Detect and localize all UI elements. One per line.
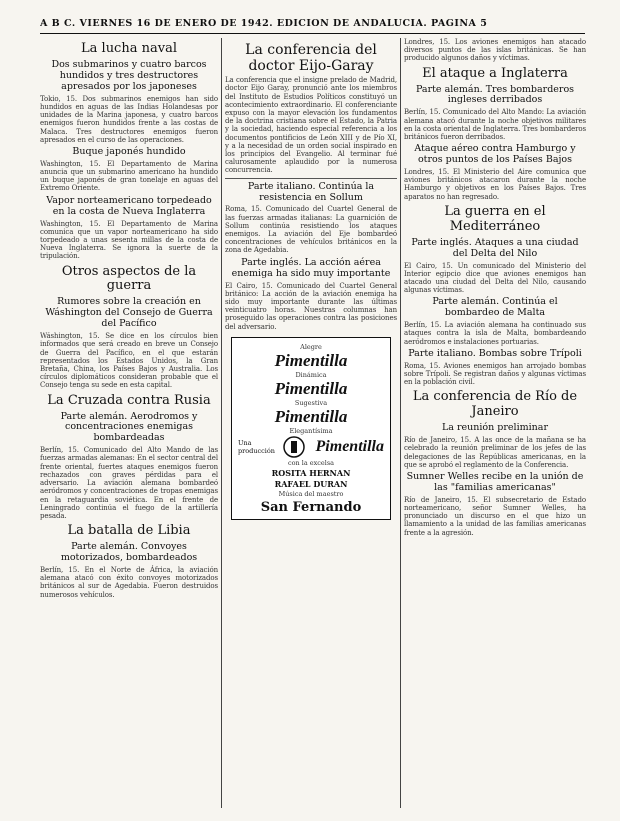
ad-producer	[238, 438, 275, 455]
bottle-icon	[283, 436, 305, 458]
ad-producer-line: producción	[238, 446, 275, 455]
article-body: Río de Janeiro, 15. El subsecretario de Estado norteamericano, señor Sumner Welles, ha pronunciado un discurso en el que hizo un llamamiento a la unidad de las familias americanas frente a la agresión.	[404, 495, 586, 537]
subheadline: Parte alemán. Tres bombarderos ingleses derribados	[415, 83, 575, 106]
masthead-rule	[40, 33, 585, 34]
subheadline: Sumner Welles recibe en la unión de las "familias americanas"	[406, 470, 584, 493]
subheadline: Parte italiano. Continúa la resistencia en Sollum	[247, 180, 375, 203]
column-1	[40, 38, 218, 808]
article-body: Berlín, 15. Comunicado del Alto Mando de las fuerzas armadas alemanas: En el sector central del frente oriental, fuertes ataques enemigos fueron rechazados con graves pérdidas para el adversario. La aviación alemana bombardeó aeródromos y concentraciones de tropas enemigas en la retaguardia soviética. En el frente de Leningrado continúa el fuego de la artillería pesada.	[40, 446, 218, 520]
article-body: El Cairo, 15. Un comunicado del Ministerio del Interior egipcio dice que aviones enemigos han atacado una ciudad del Delta del Nilo, causando algunas víctimas.	[404, 261, 586, 295]
headline: El ataque a Inglaterra	[422, 65, 568, 81]
subheadline: La reunión preliminar	[442, 422, 548, 434]
column-divider	[221, 38, 222, 808]
advertisement	[231, 337, 391, 520]
article-body: Tokio, 15. Dos submarinos enemigos han sido hundidos en aguas de las Indias Holandesas por unidades de la Marina japonesa, y cuatro barcos enemigos fueron hundidos frente a las costas de Malaca. Tres destructores enemigos fueron apresados en el curso de las operaciones.	[40, 94, 218, 144]
ad-brand: Pimentilla	[315, 437, 384, 455]
subheadline: Buque japonés hundido	[72, 145, 186, 157]
subheadline: Rumores sobre la creación en Wáshington del Consejo de Guerra del Pacífico	[45, 296, 213, 330]
article-body: Washington, 15. El Departamento de Marina comunica que un vapor norteamericano ha sido torpedeado a unas sesenta millas de la costa de Nueva Inglaterra. Se ignora la suerte de la tripulación.	[40, 219, 218, 261]
masthead: A B C. VIERNES 16 DE ENERO DE 1942. EDICION DE ANDALUCIA. PAGINA 5	[40, 18, 488, 29]
headline: Otros aspectos de la guerra	[61, 263, 197, 294]
article-body: Berlín, 15. La aviación alemana ha continuado sus ataques contra la isla de Malta, bombardeando aeródromos e instalaciones portuarias.	[404, 321, 586, 346]
subheadline: Parte inglés. Ataques a una ciudad del Delta del Nilo	[411, 236, 579, 259]
article-body: El Cairo, 15. Comunicado del Cuartel General británico: La acción de la aviación enemiga ha sido muy importante durante las últimas veinticuatro horas. Nuestras columnas han proseguido las operaciones contra las posiciones del adversario.	[225, 281, 397, 331]
article-body: Berlín, 15. En el Norte de África, la aviación alemana atacó con éxito convoyes motorizados británicos al sur de Agedabia. Fueron destruidos numerosos vehículos.	[40, 565, 218, 599]
subheadline: Parte italiano. Bombas sobre Trípoli	[408, 347, 582, 359]
ad-tagline: con la excelsa	[287, 458, 335, 467]
article-body: Wáshington, 15. Se dice en los círculos bien informados que será creado en breve un Consejo de Guerra del Pacífico, en el que estarán representados los Estados Unidos, la Gran Bretaña, China, los Países Bajos y Australia. Los círculos diplomáticos consideran probable que el Consejo tenga su sede en esta capital.	[40, 332, 218, 390]
subheadline: Parte alemán. Convoyes motorizados, bombardeados	[60, 541, 198, 563]
column-divider	[400, 38, 401, 808]
ad-star: RAFAEL DURAN	[274, 478, 348, 489]
divider	[225, 178, 397, 179]
ad-tagline: Elegantísima	[289, 426, 333, 435]
headline: La conferencia del doctor Eijo-Garay	[245, 42, 377, 75]
ad-star: ROSITA HERNAN	[271, 467, 351, 478]
ad-brand: Pimentilla	[274, 378, 348, 398]
headline: La lucha naval	[81, 41, 177, 56]
ad-brand: Pimentilla	[274, 350, 348, 370]
ad-tagline: Alegre	[300, 342, 322, 351]
subheadline: Parte inglés. La acción aérea enemiga ha sido muy importante	[231, 256, 391, 279]
ad-tagline: Sugestiva	[294, 398, 328, 407]
subheadline: Dos submarinos y cuatro barcos hundidos y tres destructores apresados por los japoneses	[51, 58, 207, 92]
article-body: La conferencia que el insigne prelado de Madrid, doctor Eijo Garay, pronunció ante los miembros del Instituto de Estudios Políticos constituyó un acontecimiento extraordinario. El conferenciante expuso con la mayor elevación los fundamentos de la doctrina cristiana sobre el Estado, la Patria y la sociedad, haciendo especial referencia a los documentos pontificios de León XIII y de Pío XI, y a la necesidad de un orden social inspirado en los principios del Evangelio. Al terminar fué calurosamente aplaudido por la numerosa concurrencia.	[225, 76, 397, 175]
subheadline: Parte alemán. Continúa el bombardeo de Malta	[432, 296, 558, 319]
article-body: Roma, 15. Comunicado del Cuartel General de las fuerzas armadas italianas: La guarnición de Sollum continúa resistiendo los ataques enemigos. La aviación del Eje bombardeó concentraciones de vehículos británicos en la zona de Agedabia.	[225, 205, 397, 255]
column-3	[404, 38, 586, 808]
ad-tagline: Dinámica	[295, 370, 327, 379]
ad-brand: Pimentilla	[274, 406, 348, 426]
headline: La batalla de Libia	[67, 523, 191, 539]
subheadline: Parte alemán. Aerodromos y concentraciones enemigas bombardeadas	[60, 410, 198, 444]
headline: La Cruzada contra Rusia	[47, 392, 211, 408]
article-body: Río de Janeiro, 15. A las once de la mañana se ha celebrado la reunión preliminar de los jefes de las delegaciones de las Repúblicas americanas, en la que se aprobó el reglamento de la Conferencia.	[404, 436, 586, 469]
article-body: Berlín, 15. Comunicado del Alto Mando: La aviación alemana atacó durante la noche objetivos militares en la costa oriental de Inglaterra. Tres bombarderos británicos fueron derribados.	[404, 108, 586, 141]
article-body: Roma, 15. Aviones enemigos han arrojado bombas sobre Trípoli. Se registran daños y algunas víctimas en la población civil.	[404, 361, 586, 387]
article-body: Londres, 15. Los aviones enemigos han atacado diversos puntos de las islas británicas. Se han producido algunos daños y víctimas.	[404, 38, 586, 63]
article-body: Washington, 15. El Departamento de Marina anuncia que un submarino americano ha hundido un buque japonés de gran tonelaje en aguas del Extremo Oriente.	[40, 159, 218, 193]
ad-tagline: Música del maestro	[278, 489, 344, 498]
ad-cinema: San Fernando	[260, 499, 362, 515]
ad-row	[238, 436, 384, 458]
headline: La conferencia de Río de Janeiro	[412, 389, 578, 420]
ad-producer-line: Una	[238, 438, 252, 447]
column-2	[225, 38, 397, 808]
subheadline: Ataque aéreo contra Hamburgo y otros puntos de los Países Bajos	[414, 143, 576, 166]
article-body: Londres, 15. El Ministerio del Aire comunica que aviones británicos atacaron durante la noche Hamburgo y objetivos en los Países Bajos. Tres aparatos no han regresado.	[404, 168, 586, 201]
subheadline: Vapor norteamericano torpedeado en la costa de Nueva Inglaterra	[46, 194, 212, 217]
headline: La guerra en el Mediterráneo	[444, 203, 546, 234]
